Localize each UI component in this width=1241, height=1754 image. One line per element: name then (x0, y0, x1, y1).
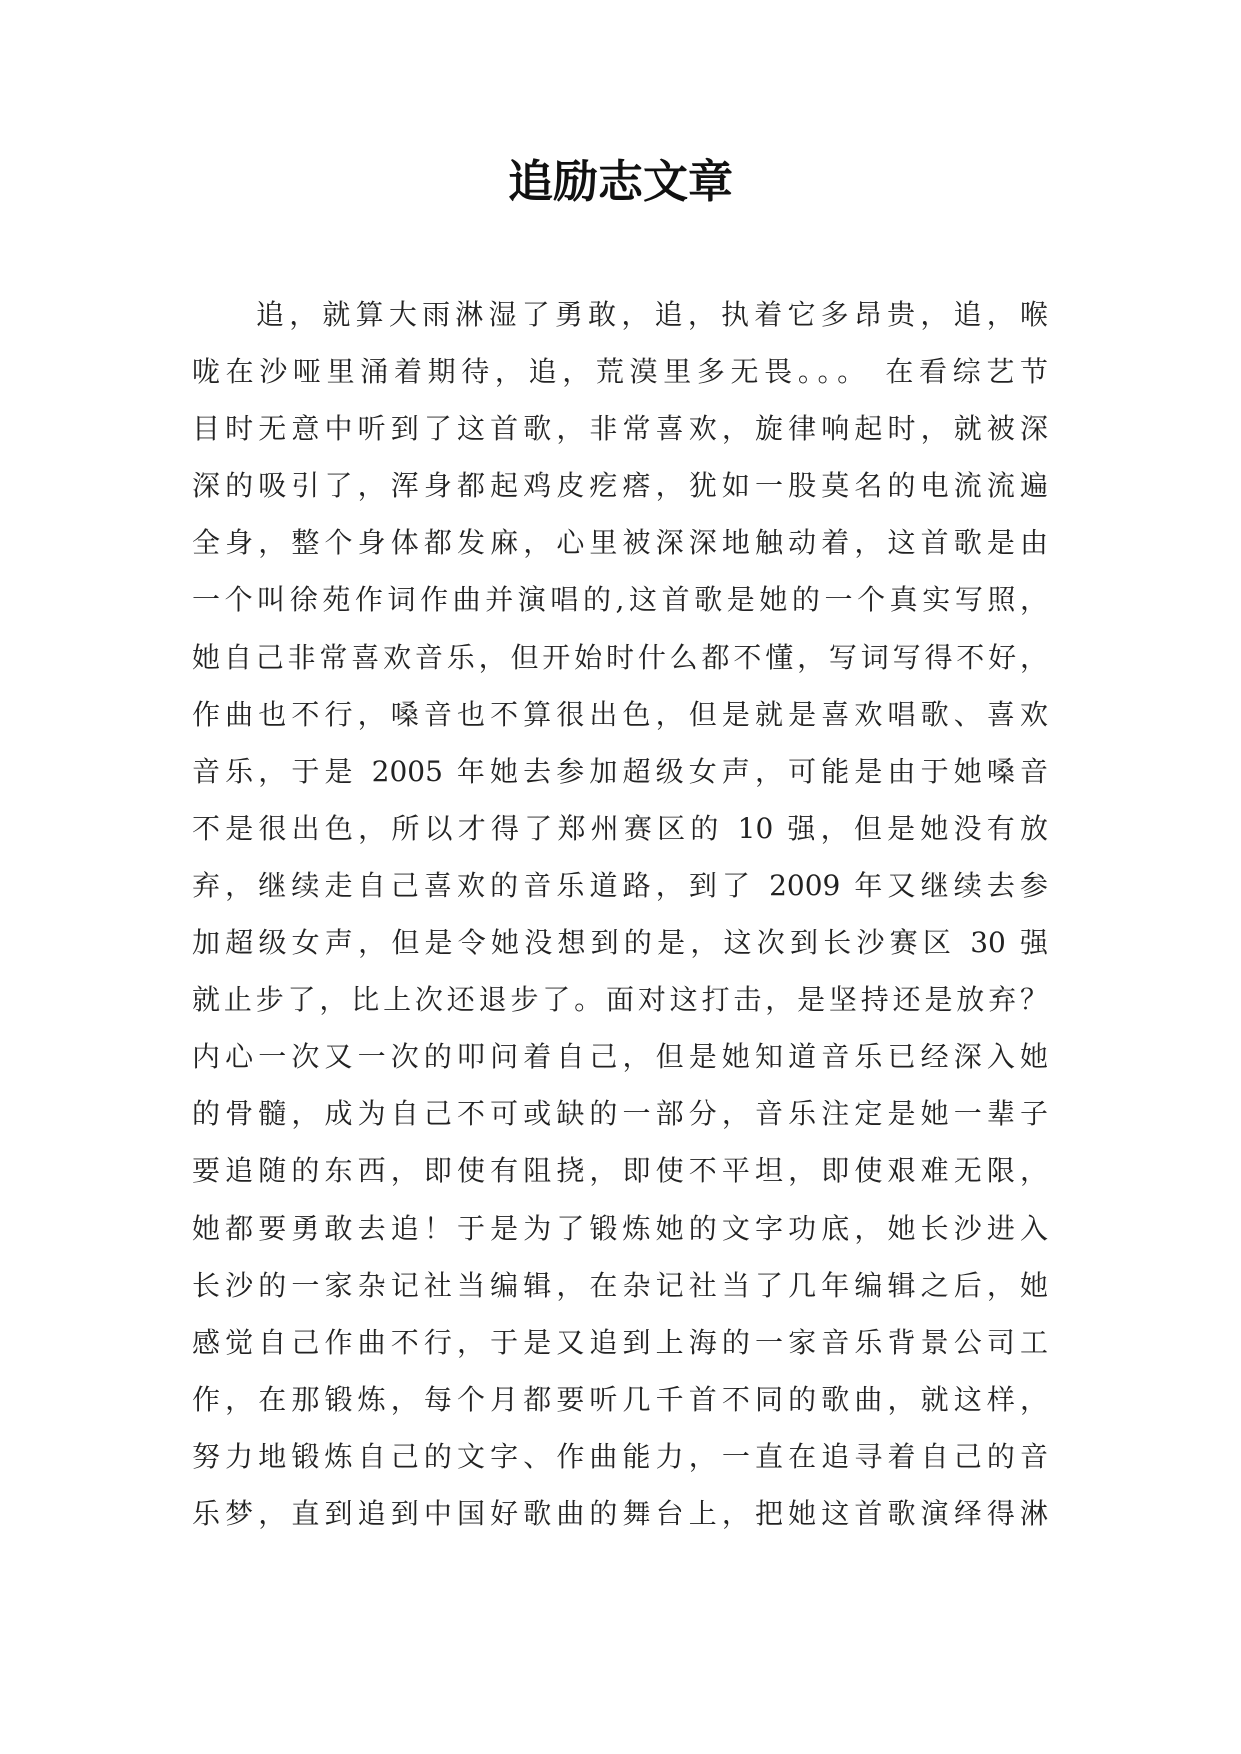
text-line: 的骨髓，成为自己不可或缺的一部分，音乐注定是她一辈子 (192, 1097, 1048, 1131)
text-line: 乐梦，直到追到中国好歌曲的舞台上，把她这首歌演绎得淋 (192, 1496, 1048, 1530)
text-line: 感觉自己作曲不行，于是又追到上海的一家音乐背景公司工 (192, 1325, 1048, 1359)
document-title: 追励志文章 (507, 155, 733, 208)
text-line: 她都要勇敢去追！于是为了锻炼她的文字功底，她长沙进入 (192, 1211, 1048, 1245)
text-line: 全身，整个身体都发麻，心里被深深地触动着，这首歌是由 (192, 526, 1048, 560)
text-line: 长沙的一家杂记社当编辑，在杂记社当了几年编辑之后，她 (192, 1268, 1048, 1302)
text-line: 内心一次又一次的叩问着自己，但是她知道音乐已经深入她 (192, 1040, 1048, 1074)
text-line: 要追随的东西，即使有阻挠，即使不平坦，即使艰难无限， (192, 1154, 1048, 1188)
text-line: 咙在沙哑里涌着期待，追，荒漠里多无畏。。。 在看综艺节 (192, 355, 1048, 389)
text-line: 音乐，于是 2005 年她去参加超级女声，可能是由于她嗓音 (192, 754, 1048, 788)
text-line: 努力地锻炼自己的文字、作曲能力，一直在追寻着自己的音 (192, 1439, 1048, 1473)
text-line: 深的吸引了，浑身都起鸡皮疙瘩，犹如一股莫名的电流流遍 (192, 469, 1048, 503)
text-line: 不是很出色，所以才得了郑州赛区的 10 强，但是她没有放 (192, 811, 1048, 845)
text-line: 作，在那锻炼，每个月都要听几千首不同的歌曲，就这样， (192, 1382, 1048, 1416)
text-line: 追，就算大雨淋湿了勇敢，追，执着它多昂贵，追，喉 (256, 298, 1048, 331)
text-line: 作曲也不行，嗓音也不算很出色，但是就是喜欢唱歌、喜欢 (192, 697, 1048, 731)
text-line: 就止步了，比上次还退步了。面对这打击，是坚持还是放弃？ (192, 983, 1048, 1017)
text-line: 加超级女声，但是令她没想到的是，这次到长沙赛区 30 强 (192, 926, 1048, 960)
text-line: 一个叫徐苑作词作曲并演唱的,这首歌是她的一个真实写照， (192, 583, 1048, 617)
text-line: 目时无意中听到了这首歌，非常喜欢，旋律响起时，就被深 (192, 412, 1048, 446)
article-body (192, 286, 1048, 1542)
text-line: 弃，继续走自己喜欢的音乐道路，到了 2009 年又继续去参 (192, 868, 1048, 902)
text-line: 她自己非常喜欢音乐，但开始时什么都不懂，写词写得不好， (192, 640, 1048, 674)
